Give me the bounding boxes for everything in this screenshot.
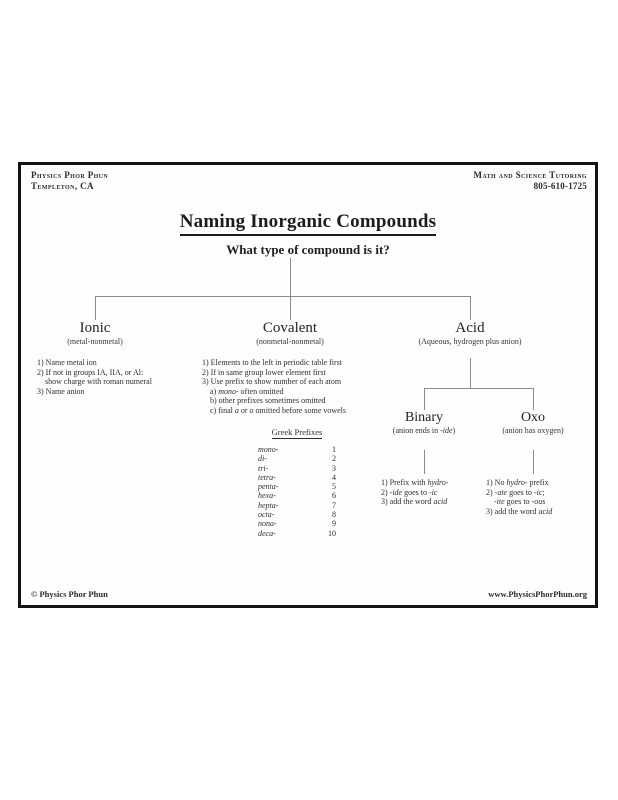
covalent-rules-list	[202, 358, 346, 415]
branch-covalent	[190, 320, 390, 346]
greek-prefix-row: tetra- 4	[258, 472, 336, 482]
acid-horizontal	[424, 388, 534, 389]
rule-line: 3) Name anion	[37, 386, 85, 396]
letterhead-right	[473, 170, 587, 192]
rule-line: 2) -ide goes to -ic	[381, 487, 438, 497]
acid-subheading: (Aqueous, hydrogen plus anion)	[418, 337, 522, 346]
binary-rules-connector	[424, 450, 425, 474]
rule-line: 3) add the word acid	[381, 497, 448, 506]
org-name: Physics Phor Phun	[31, 170, 109, 180]
oxo-rules-list	[486, 478, 552, 516]
drop-binary	[424, 388, 425, 410]
oxo-rules-connector	[533, 450, 534, 474]
rule-line: 1) Elements to the left in periodic table first	[202, 358, 342, 367]
branch-acid	[370, 320, 570, 346]
rule-line: 2) -ate goes to -ic;	[486, 487, 545, 497]
rule-line: 1) Name metal ion	[37, 358, 97, 367]
oxo-heading: Oxo	[520, 410, 546, 425]
rule-line: 3) Use prefix to show number of each atom	[202, 377, 342, 386]
greek-prefix-row: hexa- 6	[258, 491, 336, 501]
org-service: Math and Science Tutoring	[473, 170, 587, 180]
letterhead-left	[31, 170, 108, 192]
rule-line: show charge with roman numeral	[37, 377, 152, 386]
binary-heading: Binary	[404, 410, 444, 425]
covalent-heading: Covalent	[262, 320, 318, 336]
page-subtitle: What type of compound is it?	[226, 242, 390, 257]
rule-line: b) other prefixes sometimes omitted	[202, 396, 326, 405]
tree-drop-acid	[470, 296, 471, 320]
greek-prefix-row: mono- 1	[258, 445, 336, 454]
binary-subheading	[364, 426, 484, 436]
rule-line: 3) add the word acid	[486, 506, 553, 516]
acid-heading: Acid	[455, 320, 485, 336]
ionic-heading: Ionic	[79, 320, 111, 336]
rule-line: 2) If not in groups IA, IIA, or Al:	[37, 367, 144, 377]
greek-prefix-row: di- 2	[258, 454, 336, 464]
binary-rules-list	[381, 478, 448, 507]
covalent-subheading: (nonmetal-nonmetal)	[256, 337, 324, 346]
greek-prefixes-header-row	[258, 422, 336, 440]
org-phone: 805-610-1725	[533, 181, 587, 191]
rule-line: (anion ends in -ide)	[392, 426, 456, 435]
ionic-rules-list	[37, 358, 152, 396]
worksheet-page	[18, 162, 598, 608]
rule-line: 2) If in same group lower element first	[202, 367, 326, 377]
tree-root-connector	[290, 258, 291, 320]
subtitle-row	[21, 241, 595, 259]
rule-line: c) final a or o omitted before some vowels	[202, 405, 346, 415]
org-location: Templeton, CA	[31, 181, 94, 191]
rule-line: 1) No hydro- prefix	[486, 478, 549, 487]
greek-prefixes-table	[258, 422, 336, 538]
acid-connector	[470, 358, 471, 388]
title-row	[21, 211, 595, 236]
oxo-subheading: (anion has oxygen)	[502, 426, 564, 435]
branch-ionic	[45, 320, 145, 346]
tree-drop-ionic	[95, 296, 96, 320]
greek-prefix-row: octa- 8	[258, 510, 336, 520]
tree-main-horizontal	[95, 296, 471, 297]
greek-prefix-row: nona- 9	[258, 519, 336, 529]
ionic-subheading: (metal-nonmetal)	[67, 337, 123, 346]
greek-prefix-row: penta- 5	[258, 482, 336, 492]
branch-oxo	[473, 410, 593, 435]
greek-prefix-row: hepta- 7	[258, 500, 336, 510]
footer-website: www.PhysicsPhorPhun.org	[488, 589, 587, 599]
footer-copyright: © Physics Phor Phun	[31, 589, 108, 599]
rule-line: a) mono- often omitted	[202, 386, 284, 396]
greek-prefixes-header: Greek Prefixes	[271, 427, 323, 437]
greek-prefixes-rows	[258, 445, 336, 538]
greek-prefix-row: deca- 10	[258, 528, 336, 538]
rule-line: 1) Prefix with hydro-	[381, 478, 449, 487]
branch-binary	[364, 410, 484, 436]
drop-oxo	[533, 388, 534, 410]
greek-prefix-row: tri- 3	[258, 463, 336, 473]
page-title: Naming Inorganic Compounds	[180, 211, 436, 236]
rule-line: -ite goes to -ous	[494, 497, 546, 506]
